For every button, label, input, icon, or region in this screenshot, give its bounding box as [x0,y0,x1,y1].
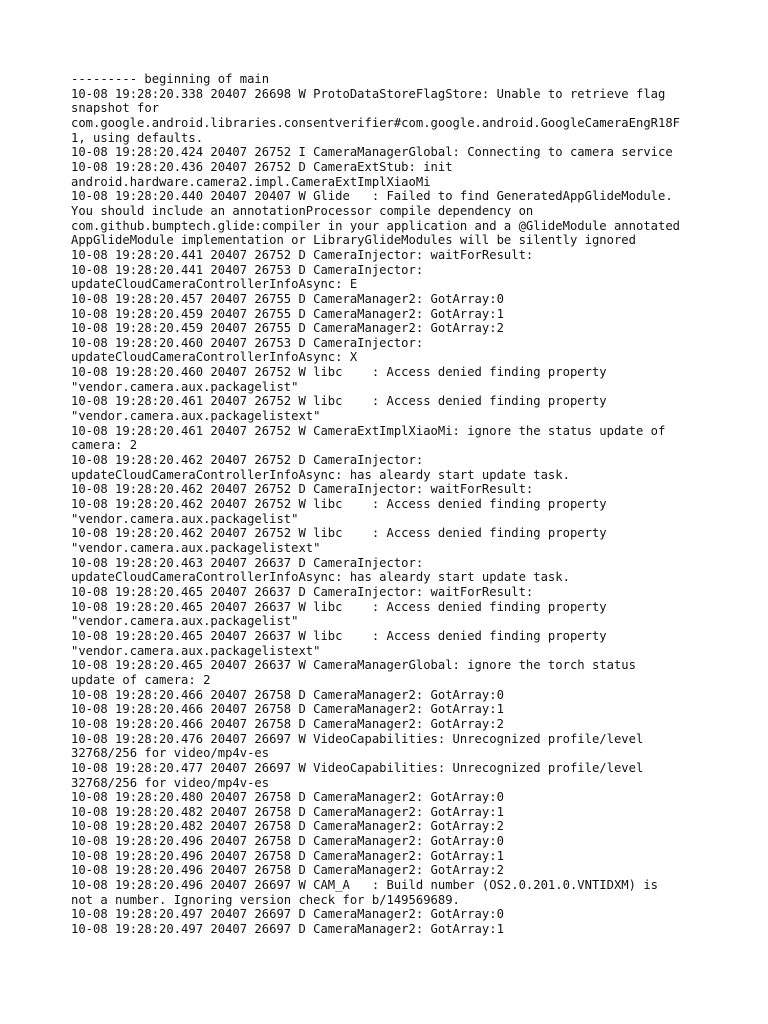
log-line: 10-08 19:28:20.496 20407 26697 W CAM_A : Build number (OS2.0.201.0.VNTIDXM) is [71,878,658,893]
log-line: camera: 2 [71,438,138,453]
log-line: 10-08 19:28:20.441 20407 26753 D CameraInjector: [71,262,424,277]
log-line: "vendor.camera.aux.packagelistext" [71,409,321,424]
log-line: 10-08 19:28:20.465 20407 26637 D CameraInjector: waitForResult: [71,584,534,599]
log-line: --------- beginning of main [71,72,270,86]
log-line: 10-08 19:28:20.459 20407 26755 D CameraManager2: GotArray:1 [71,306,504,321]
log-line: 32768/256 for video/mp4v-es [71,746,270,761]
log-line: 10-08 19:28:20.496 20407 26758 D CameraManager2: GotArray:0 [71,834,504,849]
log-line: 10-08 19:28:20.462 20407 26752 W libc : Access denied finding property [71,497,607,512]
log-line: 10-08 19:28:20.440 20407 20407 W Glide : Failed to find GeneratedAppGlideModule. [71,189,673,204]
log-line: 10-08 19:28:20.477 20407 26697 W VideoCapabilities: Unrecognized profile/level [71,760,644,775]
log-line: 10-08 19:28:20.497 20407 26697 D CameraManager2: GotArray:1 [71,922,504,937]
log-line: 10-08 19:28:20.496 20407 26758 D CameraManager2: GotArray:1 [71,848,504,863]
log-line: 10-08 19:28:20.466 20407 26758 D CameraManager2: GotArray:0 [71,687,504,702]
log-line: 10-08 19:28:20.482 20407 26758 D CameraManager2: GotArray:1 [71,804,504,819]
log-line: 10-08 19:28:20.465 20407 26637 W libc : Access denied finding property [71,599,607,614]
log-line: "vendor.camera.aux.packagelist" [71,379,299,394]
log-line: 10-08 19:28:20.460 20407 26752 W libc : Access denied finding property [71,365,607,380]
log-line: 10-08 19:28:20.441 20407 26752 D CameraInjector: waitForResult: [71,247,534,262]
log-line: 10-08 19:28:20.466 20407 26758 D CameraManager2: GotArray:1 [71,702,504,717]
log-line: 10-08 19:28:20.480 20407 26758 D CameraManager2: GotArray:0 [71,790,504,805]
log-line: updateCloudCameraControllerInfoAsync: E [71,277,358,292]
log-line: 32768/256 for video/mp4v-es [71,775,270,790]
log-line: 10-08 19:28:20.463 20407 26637 D CameraInjector: [71,555,424,570]
log-line: 10-08 19:28:20.482 20407 26758 D CameraManager2: GotArray:2 [71,819,504,834]
log-line: updateCloudCameraControllerInfoAsync: has aleardy start update task. [71,467,570,482]
log-line: 10-08 19:28:20.462 20407 26752 W libc : Access denied finding property [71,526,607,541]
log-line: "vendor.camera.aux.packagelist" [71,511,299,526]
log-line: 10-08 19:28:20.496 20407 26758 D CameraManager2: GotArray:2 [71,863,504,878]
log-line: 10-08 19:28:20.461 20407 26752 W CameraExtImplXiaoMi: ignore the status update of [71,423,666,438]
log-line: updateCloudCameraControllerInfoAsync: has aleardy start update task. [71,570,570,585]
log-line: 10-08 19:28:20.462 20407 26752 D CameraInjector: waitForResult: [71,482,534,497]
log-line: com.google.android.libraries.consentverifier#com.google.android.GoogleCameraEngR18F [71,115,681,130]
log-line: 10-08 19:28:20.457 20407 26755 D CameraManager2: GotArray:0 [71,291,504,306]
log-line: AppGlideModule implementation or LibraryGlideModules will be silently ignored [71,233,636,248]
log-line: snapshot for [71,101,160,116]
log-line: 10-08 19:28:20.462 20407 26752 D CameraInjector: [71,453,424,468]
log-line: android.hardware.camera2.impl.CameraExtImplXiaoMi [71,174,431,189]
log-line: 10-08 19:28:20.436 20407 26752 D CameraExtStub: init [71,159,453,174]
log-line: You should include an annotationProcessor compile dependency on [71,203,534,218]
log-line: updateCloudCameraControllerInfoAsync: X [71,350,358,365]
log-line: 10-08 19:28:20.497 20407 26697 D CameraManager2: GotArray:0 [71,907,504,922]
log-line: "vendor.camera.aux.packagelistext" [71,643,321,658]
log-line: 10-08 19:28:20.424 20407 26752 I CameraManagerGlobal: Connecting to camera service [71,145,673,160]
log-line: com.github.bumptech.glide:compiler in your application and a @GlideModule annotated [71,218,681,233]
log-line: 10-08 19:28:20.476 20407 26697 W VideoCapabilities: Unrecognized profile/level [71,731,644,746]
log-line: not a number. Ignoring version check for b/149569689. [71,892,460,907]
log-line: 10-08 19:28:20.459 20407 26755 D CameraManager2: GotArray:2 [71,321,504,336]
log-line: "vendor.camera.aux.packagelist" [71,614,299,629]
log-line: 10-08 19:28:20.465 20407 26637 W libc : Access denied finding property [71,628,607,643]
log-output [71,72,711,937]
log-line: 10-08 19:28:20.465 20407 26637 W CameraManagerGlobal: ignore the torch status [71,658,636,673]
log-line: update of camera: 2 [71,672,211,687]
log-line: 1, using defaults. [71,130,204,145]
log-line: "vendor.camera.aux.packagelistext" [71,541,321,555]
log-line: 10-08 19:28:20.461 20407 26752 W libc : Access denied finding property [71,394,607,409]
log-line: 10-08 19:28:20.338 20407 26698 W ProtoDataStoreFlagStore: Unable to retrieve flag [71,86,666,101]
log-line: 10-08 19:28:20.460 20407 26753 D CameraInjector: [71,335,424,350]
log-line: 10-08 19:28:20.466 20407 26758 D CameraManager2: GotArray:2 [71,716,504,731]
